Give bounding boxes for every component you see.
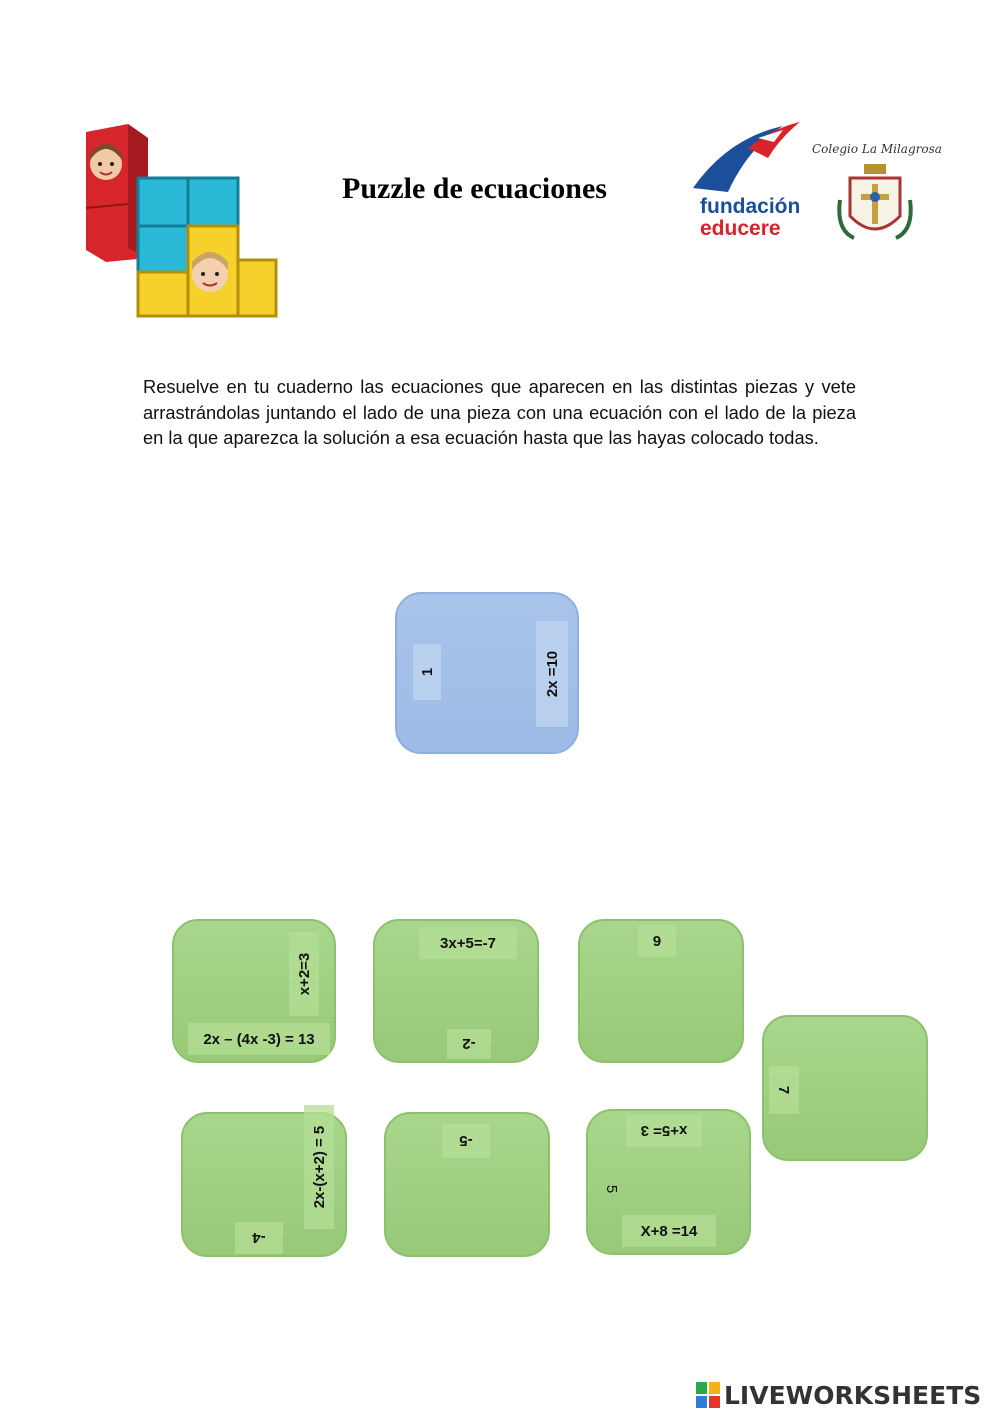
school-crest-icon [834, 160, 916, 244]
puzzle-piece[interactable] [578, 919, 744, 1063]
puzzle-piece-start[interactable] [395, 592, 579, 754]
liveworksheets-text: LIVEWORKSHEETS [724, 1380, 982, 1410]
piece-label-right: 2x-(x+2) = 5 [304, 1105, 334, 1229]
colegio-signature: Colegio La Milagrosa [812, 142, 942, 156]
instructions-text: Resuelve en tu cuaderno las ecuaciones que aparecen en las distintas piezas y vete arrastrándolas juntando el lado de una pieza con una ecuación con el lado de la pieza en la que aparezca la solución a esa ecuación hasta que las hayas colocado todas. [143, 376, 856, 448]
toy-blocks-logo [78, 120, 283, 325]
puzzle-piece[interactable] [181, 1112, 347, 1257]
logo-text-educere: educere [700, 217, 781, 240]
puzzle-piece[interactable] [762, 1015, 928, 1161]
puzzle-piece[interactable] [172, 919, 336, 1063]
logo-text-fundacion: fundación [700, 195, 801, 218]
piece-label-bottom: -2 [447, 1029, 491, 1059]
piece-label-left: 5 [603, 1184, 621, 1194]
liveworksheets-badge-icon [696, 1382, 720, 1408]
piece-label-left: 1 [413, 644, 441, 700]
piece-label-bottom: -4 [235, 1222, 283, 1254]
piece-label-bottom: X+8 =14 [622, 1215, 716, 1247]
piece-label-bottom: 2x – (4x -3) = 13 [188, 1023, 330, 1055]
page-title: Puzzle de ecuaciones [342, 172, 607, 205]
piece-label-right: x+2=3 [289, 932, 319, 1016]
piece-label-right: 2x =10 [536, 621, 568, 727]
puzzle-piece[interactable] [586, 1109, 751, 1255]
piece-label-top: 6 [638, 925, 676, 957]
fundacion-educere-logo [700, 196, 800, 240]
puzzle-piece[interactable] [384, 1112, 550, 1257]
piece-label-top: 3x+5=-7 [419, 927, 517, 959]
piece-label-top: -5 [442, 1124, 490, 1158]
puzzle-piece[interactable] [373, 919, 539, 1063]
piece-label-top: x+5= 3 [626, 1115, 702, 1147]
piece-label-left: 7 [769, 1066, 799, 1114]
liveworksheets-brand [696, 1378, 981, 1412]
